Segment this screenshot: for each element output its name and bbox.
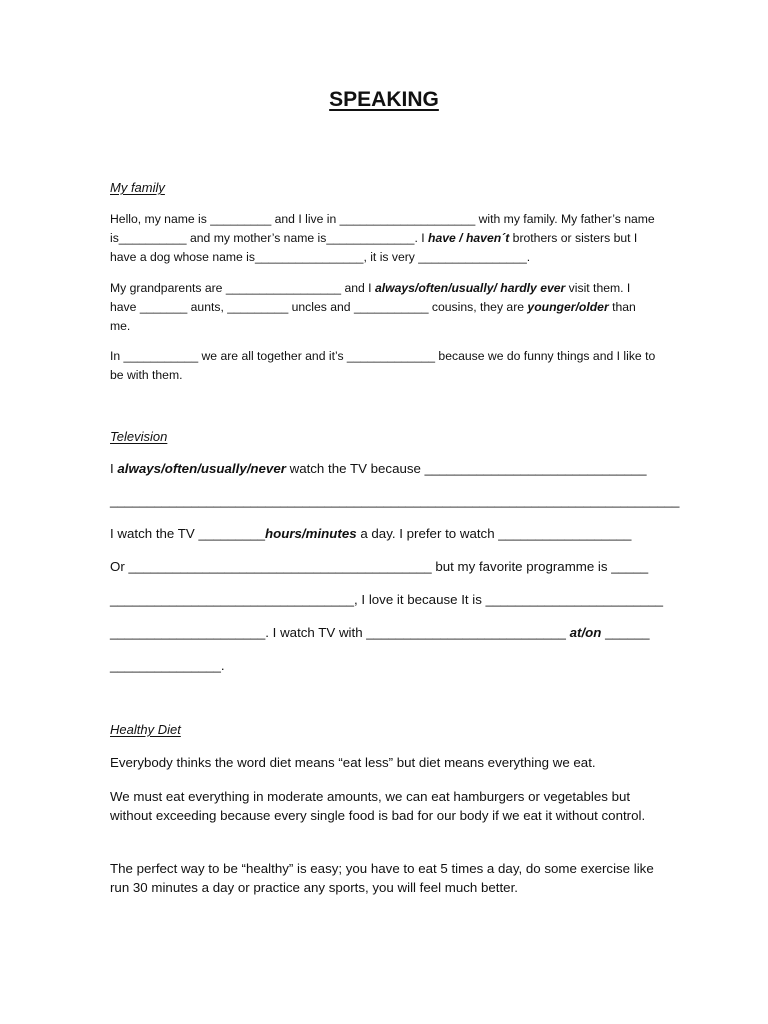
diet-paragraph-2: We must eat everything in moderate amounts, we can eat hamburgers or vegetables but without exceeding because every single food is bad for our body if we eat it without control.: [110, 789, 646, 823]
diet-paragraph-3: The perfect way to be “healthy” is easy; you have to eat 5 times a day, do some exercise like run 30 minutes a day or practice any sports, you will feel much better.: [110, 861, 654, 895]
diet-paragraph-1: Everybody thinks the word diet means “eat less” but diet means everything we eat.: [110, 755, 596, 770]
television-line-5: _________________________________, I love it because It is ________________________: [110, 592, 664, 607]
television-line-1: I always/often/usually/never watch the TV because ______________________________: [110, 461, 647, 476]
television-line-7: _______________.: [110, 658, 225, 673]
family-paragraph-1: Hello, my name is _________ and I live in ____________________ with my family. My father’s name is__________ and my mother’s name is_____________. I have / haven´t brothers or sisters but I have a dog whose name is________________, it is very ________________.: [110, 212, 655, 264]
section-heading-family: My family: [110, 180, 165, 195]
section-heading-television: Television: [110, 429, 168, 444]
television-line-6: _____________________. I watch TV with ___________________________ at/on ______: [110, 625, 650, 640]
page-title: SPEAKING: [329, 88, 439, 111]
family-paragraph-3: In ___________ we are all together and it’s _____________ because we do funny things and I like to be with them.: [110, 349, 656, 382]
television-line-3: I watch the TV _________hours/minutes a day. I prefer to watch __________________: [110, 526, 632, 541]
television-line-2: _____________________________________________________________________________: [110, 493, 680, 508]
section-heading-diet: Healthy Diet: [110, 722, 181, 737]
family-paragraph-2: My grandparents are _________________ and I always/often/usually/ hardly ever visit them. I have _______ aunts, _________ uncles and ___________ cousins, they are younger/older than me.: [110, 281, 636, 333]
television-line-4: Or _________________________________________ but my favorite programme is _____: [110, 559, 649, 574]
